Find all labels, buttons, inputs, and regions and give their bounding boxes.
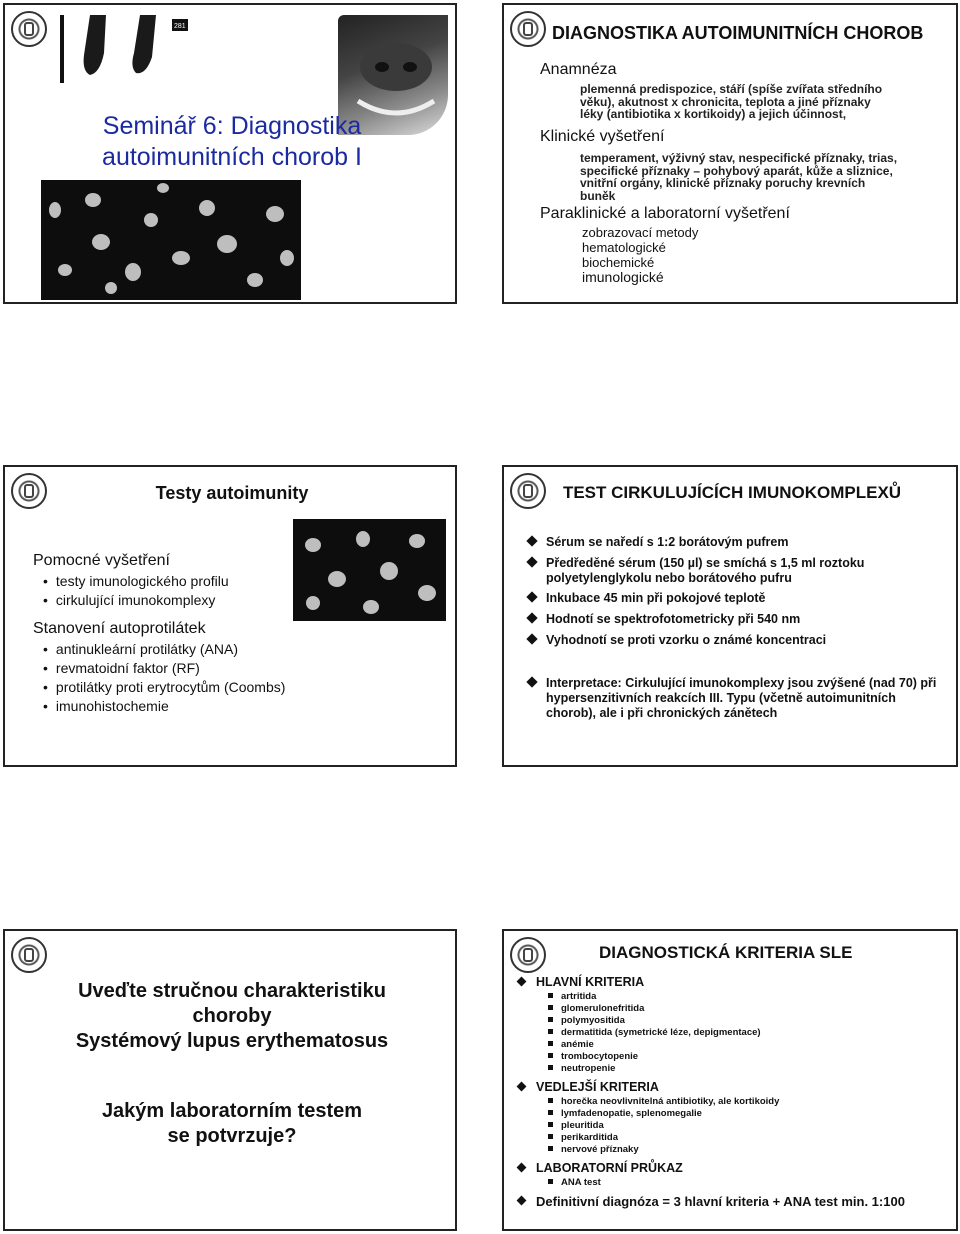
slide-4 <box>502 465 958 767</box>
question-1 <box>5 979 457 1054</box>
klinicke-line: temperament, výživný stav, nespecifické příznaky, trias, <box>580 151 898 165</box>
list-item: • protilátky proti erytrocytům (Coombs) <box>43 679 285 695</box>
list-item: • revmatoidní faktor (RF) <box>43 660 200 676</box>
title-line-2: autoimunitních chorob I <box>102 143 362 171</box>
slide-5 <box>3 929 457 1231</box>
anamneza-heading: Anamnéza <box>540 61 617 78</box>
micrograph-image <box>41 180 301 300</box>
test-step: Vyhodnotí se proti vzorku o známé koncentraci <box>528 633 948 648</box>
paws-image <box>60 15 190 83</box>
photo-paws <box>60 15 190 83</box>
stanoveni-heading: Stanovení autoprotilátek <box>33 620 206 637</box>
criteria-item: perikarditida <box>548 1132 618 1144</box>
criteria-item: ANA test <box>548 1177 601 1189</box>
method-item: hematologické <box>582 240 666 255</box>
diamond-bullet-icon <box>526 535 537 546</box>
question-line: Uveďte stručnou charakteristiku <box>78 980 386 1002</box>
criteria-item: artritida <box>548 991 596 1003</box>
anamneza-line: léky (antibiotika x kortikoidy) a jejich účinnost, <box>580 107 847 121</box>
anamneza-line: plemenná predispozice, stáří (spíše zvířata středního <box>580 82 883 96</box>
criteria-item: glomerulonefritida <box>548 1003 644 1015</box>
slide-title <box>5 111 457 173</box>
diamond-bullet-icon <box>526 676 537 687</box>
klinicke-text <box>580 152 950 202</box>
list-item: • testy imunologického profilu <box>43 573 229 589</box>
slide-2 <box>502 3 958 304</box>
method-item: biochemické <box>582 255 655 270</box>
test-step: Předředěné sérum (150 µl) se smíchá s 1,5 ml roztoku polyetylenglykolu nebo borátového pufru <box>528 556 948 586</box>
anamneza-line: věku), akutnost x chronicita, teplota a jiné příznaky <box>580 94 871 109</box>
slide-6 <box>502 929 958 1231</box>
university-seal-icon <box>11 11 47 47</box>
list-item: • imunohistochemie <box>43 698 169 714</box>
klinicke-line: vnitřní orgány, klinické příznaky poruchy krevních <box>580 176 866 190</box>
criteria-item: pleuritida <box>548 1120 604 1132</box>
diamond-bullet-icon <box>517 1196 527 1206</box>
anamneza-text <box>580 83 950 121</box>
university-seal-icon <box>510 937 546 973</box>
test-step: Sérum se naředí s 1:2 borátovým pufrem <box>528 535 948 550</box>
interpretation: Interpretace: Cirkulující imunokomplexy jsou zvýšené (nad 70) při hypersenzitivních reakcích III. Typu (včetně autoimunitních chorob), ale i při chronických zánětech <box>528 676 948 721</box>
criteria-item: horečka neovlivnitelná antibiotiky, ale kortikoidy <box>548 1096 779 1108</box>
question-line: choroby <box>192 1005 272 1027</box>
criteria-item: nervové příznaky <box>548 1144 639 1156</box>
slide-1 <box>3 3 457 304</box>
university-seal-icon <box>510 11 546 47</box>
klinicke-line: specifické příznaky – pohybový aparát, kůže a sliznice, <box>580 163 893 178</box>
test-step: Hodnotí se spektrofotometricky při 540 nm <box>528 612 948 627</box>
method-item: imunologické <box>582 269 664 285</box>
list-item: • antinukleární protilátky (ANA) <box>43 641 238 657</box>
paraklinicke-heading: Paraklinické a laboratorní vyšetření <box>540 205 790 222</box>
question-line: Systémový lupus erythematosus <box>75 1030 389 1052</box>
diamond-bullet-icon <box>526 556 537 567</box>
minor-criteria-heading: VEDLEJŠÍ KRITERIA <box>518 1080 659 1094</box>
klinicke-line: buněk <box>580 188 616 203</box>
question-line: Jakým laboratorním testem <box>101 1100 363 1122</box>
micrograph-image <box>293 519 446 621</box>
title-line-1: Seminář 6: Diagnostika <box>102 112 362 140</box>
criteria-item: dermatitida (symetrické léze, depigmentace) <box>548 1027 761 1039</box>
diamond-bullet-icon <box>517 977 527 987</box>
klinicke-heading: Klinické vyšetření <box>540 128 665 145</box>
definitive-diagnosis: Definitivní diagnóza = 3 hlavní kriteria + ANA test min. 1:100 <box>518 1194 905 1209</box>
lab-heading: LABORATORNÍ PRŮKAZ <box>518 1161 683 1175</box>
question-2 <box>5 1099 457 1149</box>
list-item: • cirkulující imunokomplexy <box>43 592 215 608</box>
question-line: se potvrzuje? <box>167 1125 297 1147</box>
criteria-item: anémie <box>548 1039 594 1051</box>
test-step: Inkubace 45 min při pokojové teplotě <box>528 591 948 606</box>
criteria-item: lymfadenopatie, splenomegalie <box>548 1108 702 1120</box>
diamond-bullet-icon <box>526 591 537 602</box>
slide-3 <box>3 465 457 767</box>
photo-badge: 281 <box>174 23 186 30</box>
university-seal-icon <box>11 937 47 973</box>
diamond-bullet-icon <box>517 1082 527 1092</box>
criteria-item: trombocytopenie <box>548 1051 638 1063</box>
diamond-bullet-icon <box>526 633 537 644</box>
diamond-bullet-icon <box>517 1163 527 1173</box>
slide-title: DIAGNOSTICKÁ KRITERIA SLE <box>599 943 853 962</box>
diamond-bullet-icon <box>526 612 537 623</box>
pomocne-heading: Pomocné vyšetření <box>33 552 170 569</box>
criteria-item: polymyositida <box>548 1015 625 1027</box>
criteria-item: neutropenie <box>548 1063 615 1075</box>
slide-title: DIAGNOSTIKA AUTOIMUNITNÍCH CHOROB <box>552 23 924 43</box>
slide-title: Testy autoimunity <box>155 483 309 503</box>
major-criteria-heading: HLAVNÍ KRITERIA <box>518 975 644 989</box>
method-item: zobrazovací metody <box>582 225 699 240</box>
slide-title: TEST CIRKULUJÍCÍCH IMUNOKOMPLEXŮ <box>562 483 902 502</box>
